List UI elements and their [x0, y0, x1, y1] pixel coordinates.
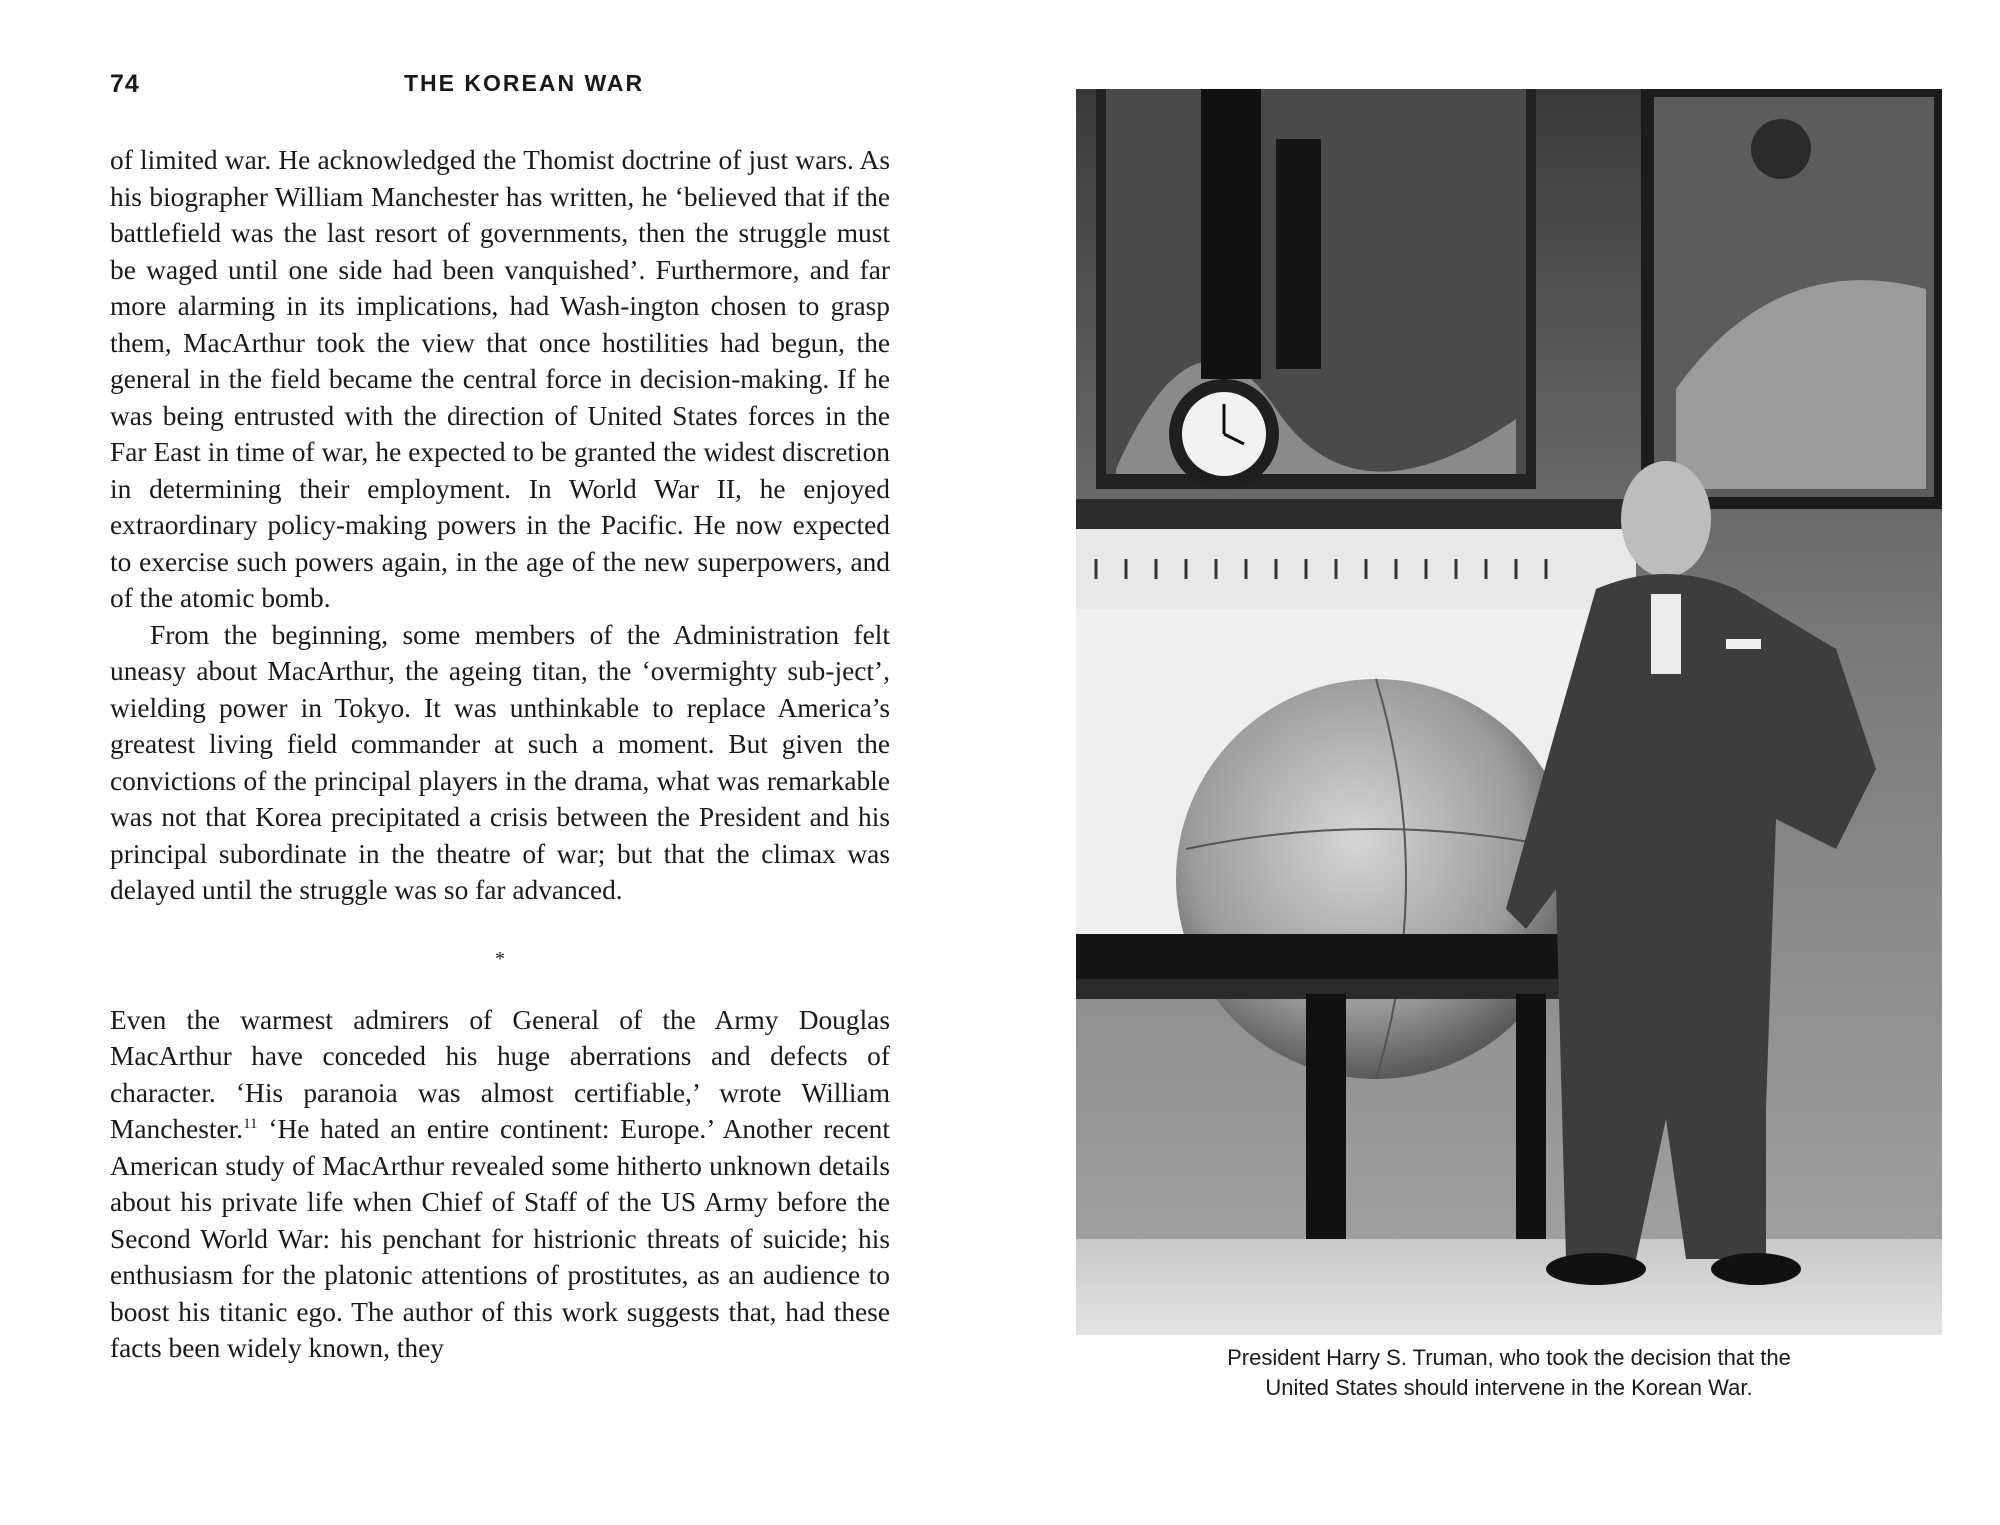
paragraph-3-text-a: Even the warmest admirers of General of the Army Douglas MacArthur have conceded his huge aberrations and defects of character. ‘His paranoia was almost certifiable,’ wrote William Manchester. — [110, 1004, 890, 1144]
running-head — [110, 70, 890, 110]
paragraph-1: of limited war. He acknowledged the Thomist doctrine of just wars. As his biographer William Manchester has written, he ‘believed that if the battlefield was the last resort of governments, then the struggle must be waged until one side had been vanquished’. Furthermore, and far more alarming in its implications, had Wash-ington chosen to grasp them, MacArthur took the view that once hostilities had begun, the general in the field became the central force in decision-making. If he was being entrusted with the direction of United States forces in the Far East in time of war, he expected to be granted the widest discretion in determining their employment. In World War II, he enjoyed extraordinary policy-making powers in the Pacific. He now expected to exercise such powers again, in the age of the new superpowers, and of the atomic bomb. — [110, 145, 890, 613]
paragraph-3-text-b: ‘He hated an entire continent: Europe.’ Another recent American study of MacArthur revealed some hitherto unknown details about his private life when Chief of Staff of the US Army before the Second World War: his penchant for histrionic threats of suicide; his enthusiasm for the platonic attentions of prostitutes, as an audience to boost his titanic ego. The author of this work suggests that, had these facts been widely known, they — [110, 1114, 890, 1363]
page-number: 74 — [110, 70, 140, 98]
paragraph-2: From the beginning, some members of the Administration felt uneasy about MacArthur, the ageing titan, the ‘overmighty sub-ject’, wielding power in Tokyo. It was unthinkable to replace America’s greatest living field commander at such a moment. But given the convictions of the principal players in the drama, what was remarkable was not that Korea precipitated a crisis between the President and his principal subordinate in the theatre of war; but that the climax was delayed until the struggle was so far advanced. — [110, 619, 890, 905]
truman-photograph — [1076, 89, 1942, 1335]
section-break-asterisk: * — [495, 947, 505, 970]
paragraph-3 — [110, 1002, 890, 1367]
photograph-icon — [1076, 89, 1942, 1335]
right-page — [1000, 0, 2000, 1525]
body-text-block — [110, 142, 890, 1367]
photo-caption — [1076, 1343, 1942, 1403]
caption-line-2: United States should intervene in the Korean War. — [1265, 1375, 1753, 1400]
running-title: THE KOREAN WAR — [404, 70, 645, 96]
caption-line-1: President Harry S. Truman, who took the decision that the — [1227, 1345, 1791, 1370]
footnote-reference: 11 — [243, 1115, 258, 1132]
